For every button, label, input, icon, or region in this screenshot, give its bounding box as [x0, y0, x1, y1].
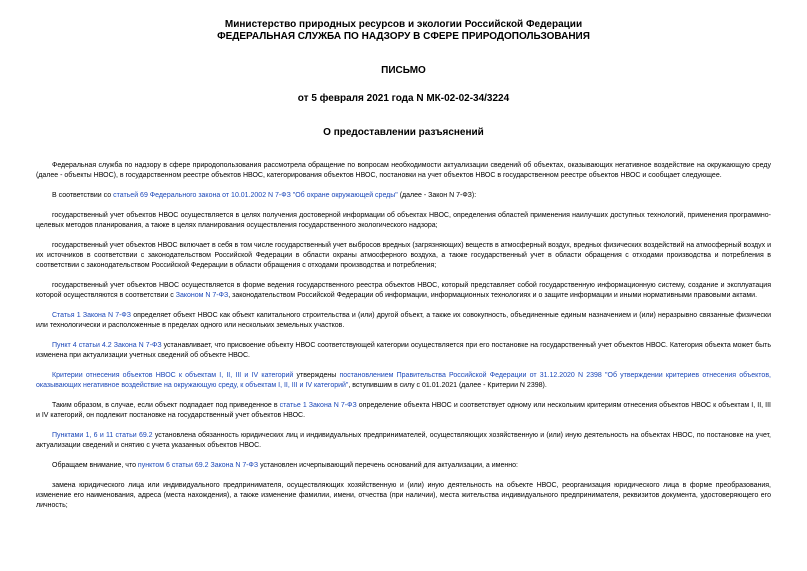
legal-reference-link[interactable]: статьей 69 Федерального закона от 10.01.2002 N 7-ФЗ "Об охране окружающей среды"	[113, 192, 398, 199]
paragraph-text: устанавливает, что присвоение объекту НВОС соответствующей категории осуществляется при его постановке на государственный учет объектов НВОС. Категория объекта может быть изменена при актуализации учетных сведений об объекте НВОС.	[36, 342, 771, 359]
legal-reference-link[interactable]: Законом N 7-ФЗ	[175, 292, 229, 299]
paragraph-text: , вступившим в силу с 01.01.2021 (далее - Критерии N 2398).	[348, 382, 547, 389]
paragraph-text: Обращаем внимание, что	[52, 462, 138, 469]
legal-reference-link[interactable]: Пункт 4 статьи 4.2 Закона N 7-ФЗ	[52, 342, 162, 349]
paragraph	[36, 341, 771, 361]
legal-reference-link[interactable]: пунктом 6 статьи 69.2 Закона N 7-ФЗ	[137, 462, 259, 469]
document-body	[36, 161, 771, 511]
service-name: ФЕДЕРАЛЬНАЯ СЛУЖБА ПО НАДЗОРУ В СФЕРЕ ПРИРОДОПОЛЬЗОВАНИЯ	[217, 31, 590, 42]
paragraph	[36, 481, 771, 511]
paragraph	[36, 211, 771, 231]
paragraph-text: государственный учет объектов НВОС осуществляется в форме ведения государственного реестра объектов НВОС, который представляет собой государственную информационную систему, создание и эксплуатация которой осуществляются в соответствии с	[36, 282, 771, 299]
paragraph-text: установлена обязанность юридических лиц и индивидуальных предпринимателей, осуществляющих хозяйственную и (или) иную деятельность на объектах НВОС, по постановке на учет, актуализации сведений и снятию с учета указанных объектов НВОС.	[36, 432, 771, 449]
paragraph-text: , законодательством Российской Федерации об информации, информационных технологиях и о защите информации и иными нормативными правовыми актами.	[228, 292, 758, 299]
paragraph-text: замена юридического лица или индивидуального предпринимателя, осуществляющих хозяйственную и (или) иную деятельность на объекте НВОС, реорганизация юридического лица в форме преобразования, изменение его наименования, адреса (места нахождения), а также изменение фамилии, имени, отчества (при наличии), места жительства индивидуального предпринимателя, реквизитов документа, удостоверяющего его личность;	[36, 482, 771, 509]
paragraph	[36, 431, 771, 451]
document-subject: О предоставлении разъяснений	[323, 127, 484, 138]
paragraph	[36, 401, 771, 421]
paragraph	[36, 371, 771, 391]
document-type: ПИСЬМО	[381, 65, 426, 76]
legal-reference-link[interactable]: статье 1 Закона N 7-ФЗ	[279, 402, 357, 409]
paragraph	[36, 241, 771, 271]
paragraph-text: определение объекта НВОС и соответствует одному или нескольким критериям отнесения объектов НВОС к объектам I, II, III и IV категорий, он подлежит постановке на государственный учет объектов НВОС.	[36, 402, 771, 419]
legal-reference-link[interactable]: Статья 1 Закона N 7-ФЗ	[52, 312, 131, 319]
document-date-number: от 5 февраля 2021 года N МК-02-02-34/3224	[297, 93, 510, 104]
legal-reference-link[interactable]: Критерии отнесения объектов НВОС к объектам I, II, III и IV категорий	[52, 372, 294, 379]
paragraph-text: (далее - Закон N 7-ФЗ):	[397, 192, 477, 199]
legal-reference-link[interactable]: Пунктами 1, 6 и 11 статьи 69.2	[52, 432, 153, 439]
paragraph-text: государственный учет объектов НВОС включает в себя в том числе государственный учет выбросов вредных (загрязняющих) веществ в атмосферный воздух, вредных физических воздействий на атмосферный воздух и их источников в соответствии с законодательством Российской Федерации в области охраны атмосферного воздуха, а также государственный учет в области обращения с отходами производства и потребления в соответствии с законодательством Российской Федерации в области обращения с отходами производства и потребления;	[36, 242, 771, 269]
ministry-name: Министерство природных ресурсов и экологии Российской Федерации	[224, 19, 583, 30]
paragraph	[36, 311, 771, 331]
paragraph-text: Федеральная служба по надзору в сфере природопользования рассмотрела обращение по вопросам необходимости актуализации сведений об объектах, оказывающих негативное воздействие на окружающую среду (далее - объекты НВОС), в государственном реестре объектов НВОС, категорирования объектов НВОС, постановки на учет объектов НВОС в государственном реестре объектов НВОС и сообщает следующее.	[36, 162, 771, 179]
paragraph	[36, 191, 771, 201]
paragraph-text: утверждены	[293, 372, 340, 379]
paragraph-text: установлен исчерпывающий перечень оснований для актуализации, а именно:	[258, 462, 518, 469]
paragraph	[36, 161, 771, 181]
paragraph-text: Таким образом, в случае, если объект подпадает под приведенное в	[52, 402, 280, 409]
paragraph-text: определяет объект НВОС как объект капитального строительства и (или) другой объект, а также их совокупность, объединенные единым назначением и (или) неразрывно связанные физически или технологически и расположенные в пределах одного или нескольких земельных участков.	[36, 312, 772, 329]
paragraph-text: государственный учет объектов НВОС осуществляется в целях получения достоверной информации об объектах НВОС, определения областей применения наилучших доступных технологий, применения программно-целевых методов планирования, а также в целях планирования осуществления государственного экологического надзора;	[36, 212, 771, 229]
legal-reference-link[interactable]: постановлением Правительства Российской Федерации от 31.12.2020 N 2398 "Об утверждении критериев отнесения объектов, оказывающих негативное воздействие на окружающую среду, к объектам I, II, III и IV категорий"	[36, 372, 771, 389]
paragraph-text: В соответствии со	[52, 192, 114, 199]
paragraph	[36, 281, 771, 301]
paragraph	[36, 461, 771, 471]
